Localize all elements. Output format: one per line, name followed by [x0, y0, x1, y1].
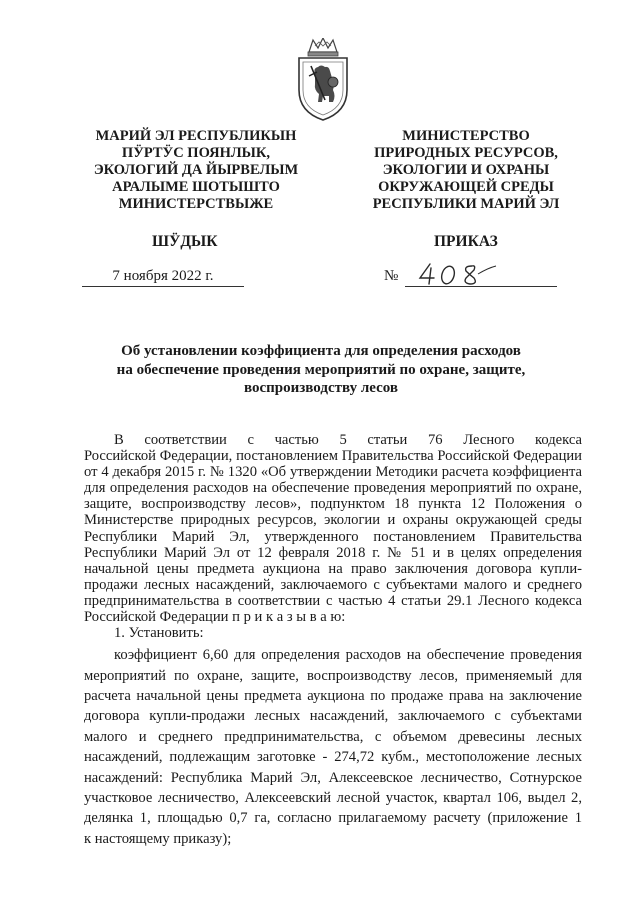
text-line: от 4 декабря 2015 г. № 1320 «Об утверждении Методики расчета коэффициента	[84, 464, 582, 481]
text-line: мероприятий по охране, защите, воспроизводству лесов, применяемый для	[84, 667, 582, 684]
title-line: воспроизводству лесов	[244, 380, 398, 396]
text-line: договора купли-продажи лесных насаждений, заключаемого с субъектами	[84, 708, 582, 725]
text-line: для определения расходов на обеспечение проведения мероприятий по охране,	[84, 480, 582, 497]
text-line: коэффициент 6,60 для определения расходов на обеспечение проведения	[114, 647, 582, 664]
header-left-line: АРАЛЫМЕ ШОТЫШТО	[112, 179, 280, 195]
coat-of-arms-icon	[293, 38, 353, 122]
order-date: 7 ноября 2022 г.	[82, 268, 244, 287]
text-line: к настоящему приказу);	[84, 830, 232, 847]
title-line: на обеспечение проведения мероприятий по охране, защите,	[116, 361, 526, 378]
clause-1: 1. Установить:	[114, 625, 204, 642]
header-left-line: ЭКОЛОГИЙ ДА ЙЫРВЕЛЫМ	[93, 162, 299, 178]
header-right-line: ПРИРОДНЫХ РЕСУРСОВ,	[374, 145, 558, 161]
header-left-block	[66, 128, 326, 213]
doc-type-russian: ПРИКАЗ	[434, 233, 498, 250]
text-line: защите, воспроизводству лесов», подпунктом 18 пункта 12 Положения о	[84, 496, 582, 513]
text-line: насаждений: Республика Марий Эл, Алексеевское лесничество, Сотнурское	[84, 769, 582, 786]
header-right-line: РЕСПУБЛИКИ МАРИЙ ЭЛ	[372, 196, 560, 212]
text-line: участковое лесничество, Алексеевский лесной участок, квартал 106, выдел 2,	[84, 790, 582, 807]
preamble-paragraph	[84, 432, 582, 625]
header-left-line: МАРИЙ ЭЛ РЕСПУБЛИКЫН	[95, 128, 297, 144]
text-line: Российской Федерации, постановлением Правительства Российской Федерации	[84, 448, 582, 465]
text-line: Министерстве природных ресурсов, экологии и охраны окружающей среды	[84, 512, 582, 529]
title-line: Об установлении коэффициента для определения расходов	[121, 343, 521, 359]
text-line: Республики Марий Эл, утвержденного постановлением Правительства	[84, 528, 582, 545]
text-line: насаждений, подлежащим заготовке - 274,72 кубм., местоположение лесных	[84, 749, 582, 766]
doc-type-mari: ШӰДЫК	[152, 233, 218, 250]
clause-1-paragraph	[84, 645, 582, 849]
header-right-line: ЭКОЛОГИИ И ОХРАНЫ	[382, 162, 550, 178]
header-left-line: ПӰРТӰС ПОЯНЛЫК,	[121, 145, 271, 161]
header-right-line: МИНИСТЕРСТВО	[402, 128, 530, 144]
text-line: начальной цены предмета аукциона на право заключения договора купли-	[84, 560, 582, 577]
header-left-line: МИНИСТЕРСТВЫЖЕ	[118, 196, 274, 212]
text-line: малого и среднего предпринимательства, с объемом древесины лесных	[84, 728, 582, 745]
text-line: продажи лесных насаждений, заключаемого с субъектами малого и среднего	[84, 576, 582, 593]
text-line: В соответствии с частью 5 статьи 76 Лесного кодекса	[114, 432, 582, 448]
order-title	[90, 342, 552, 398]
order-number	[425, 262, 449, 280]
text-line: Российской Федерации п р и к а з ы в а ю:	[84, 609, 346, 626]
text-line: расчета начальной цены предмета аукциона по продаже права на заключение	[84, 688, 582, 705]
text-line: предпринимательства в соответствии с частью 4 статьи 29.1 Лесного кодекса	[84, 592, 582, 609]
number-sign: №	[384, 268, 399, 284]
header-right-block	[336, 128, 596, 213]
handwritten-number-icon	[400, 260, 510, 288]
header-right-line: ОКРУЖАЮЩЕЙ СРЕДЫ	[378, 179, 554, 195]
text-line: делянка 1, площадью 0,7 га, согласно прилагаемому расчету (приложение 1	[84, 810, 582, 827]
order-body	[84, 432, 582, 849]
text-line: Республики Марий Эл от 12 февраля 2018 г. № 51 и в целях определения	[84, 544, 582, 561]
